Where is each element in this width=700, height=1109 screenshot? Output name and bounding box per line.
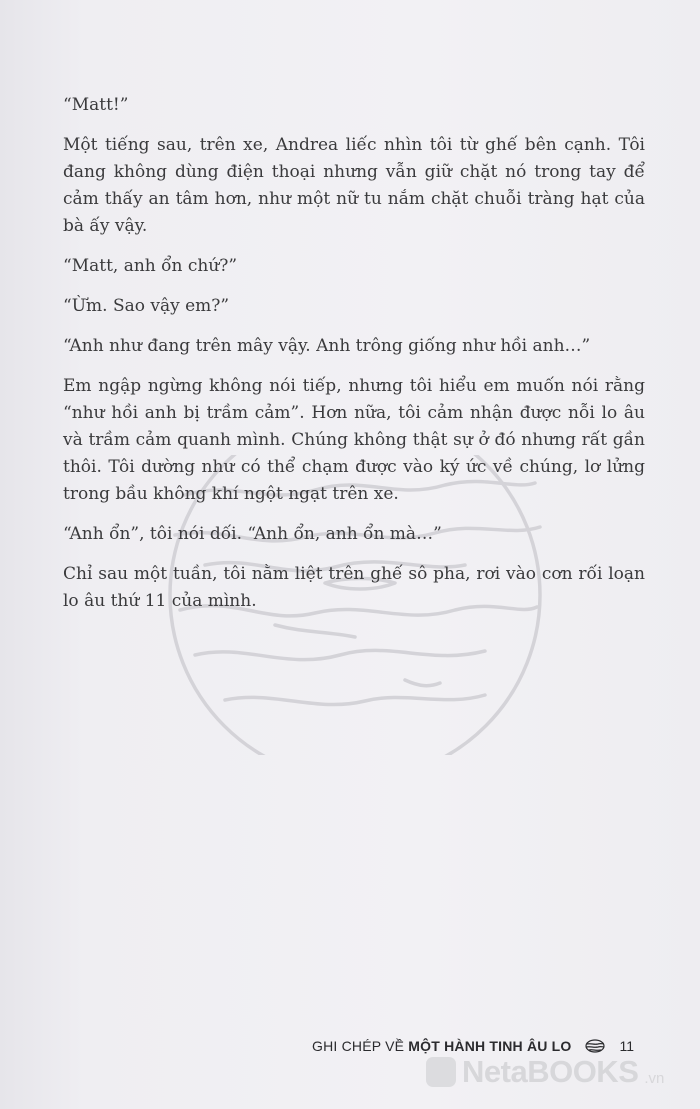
paragraph: “Anh như đang trên mây vậy. Anh trông giống như hồi anh…” xyxy=(63,336,591,356)
running-head-prefix: GHI CHÉP VỀ xyxy=(312,1038,409,1054)
paragraph: “Ừm. Sao vậy em?” xyxy=(63,296,230,316)
body-text xyxy=(63,92,645,628)
page-number: 11 xyxy=(619,1038,635,1054)
watermark-suffix: .vn xyxy=(644,1069,665,1087)
paragraph: Em ngập ngừng không nói tiếp, nhưng tôi hiểu em muốn nói rằng “như hồi anh bị trầm cảm”. Hơn nữa, tôi cảm nhận được nỗi lo âu và trầm cảm quanh mình. Chúng không thật sự ở đó nhưng rất gần thôi. Tôi dường như có thể chạm được vào ký ức về chúng, lơ lửng trong bầu không khí ngột ngạt trên xe. xyxy=(63,376,645,504)
watermark-logo-icon xyxy=(426,1057,456,1087)
planet-icon xyxy=(584,1039,606,1053)
paragraph: Chỉ sau một tuần, tôi nằm liệt trên ghế sô pha, rơi vào cơn rối loạn lo âu thứ 11 của mình. xyxy=(63,564,645,611)
paragraph: Một tiếng sau, trên xe, Andrea liếc nhìn tôi từ ghế bên cạnh. Tôi đang không dùng điện thoại nhưng vẫn giữ chặt nó trong tay để cảm thấy an tâm hơn, như một nữ tu nắm chặt chuỗi tràng hạt của bà ấy vậy. xyxy=(63,135,645,236)
paragraph: “Matt!” xyxy=(63,95,129,115)
running-head-title: MỘT HÀNH TINH ÂU LO xyxy=(408,1038,572,1054)
watermark-brand: NetaBOOKS xyxy=(462,1054,639,1089)
paragraph: “Anh ổn”, tôi nói dối. “Anh ổn, anh ổn mà…” xyxy=(63,524,442,544)
watermark xyxy=(426,1052,664,1092)
paragraph: “Matt, anh ổn chứ?” xyxy=(63,256,238,276)
